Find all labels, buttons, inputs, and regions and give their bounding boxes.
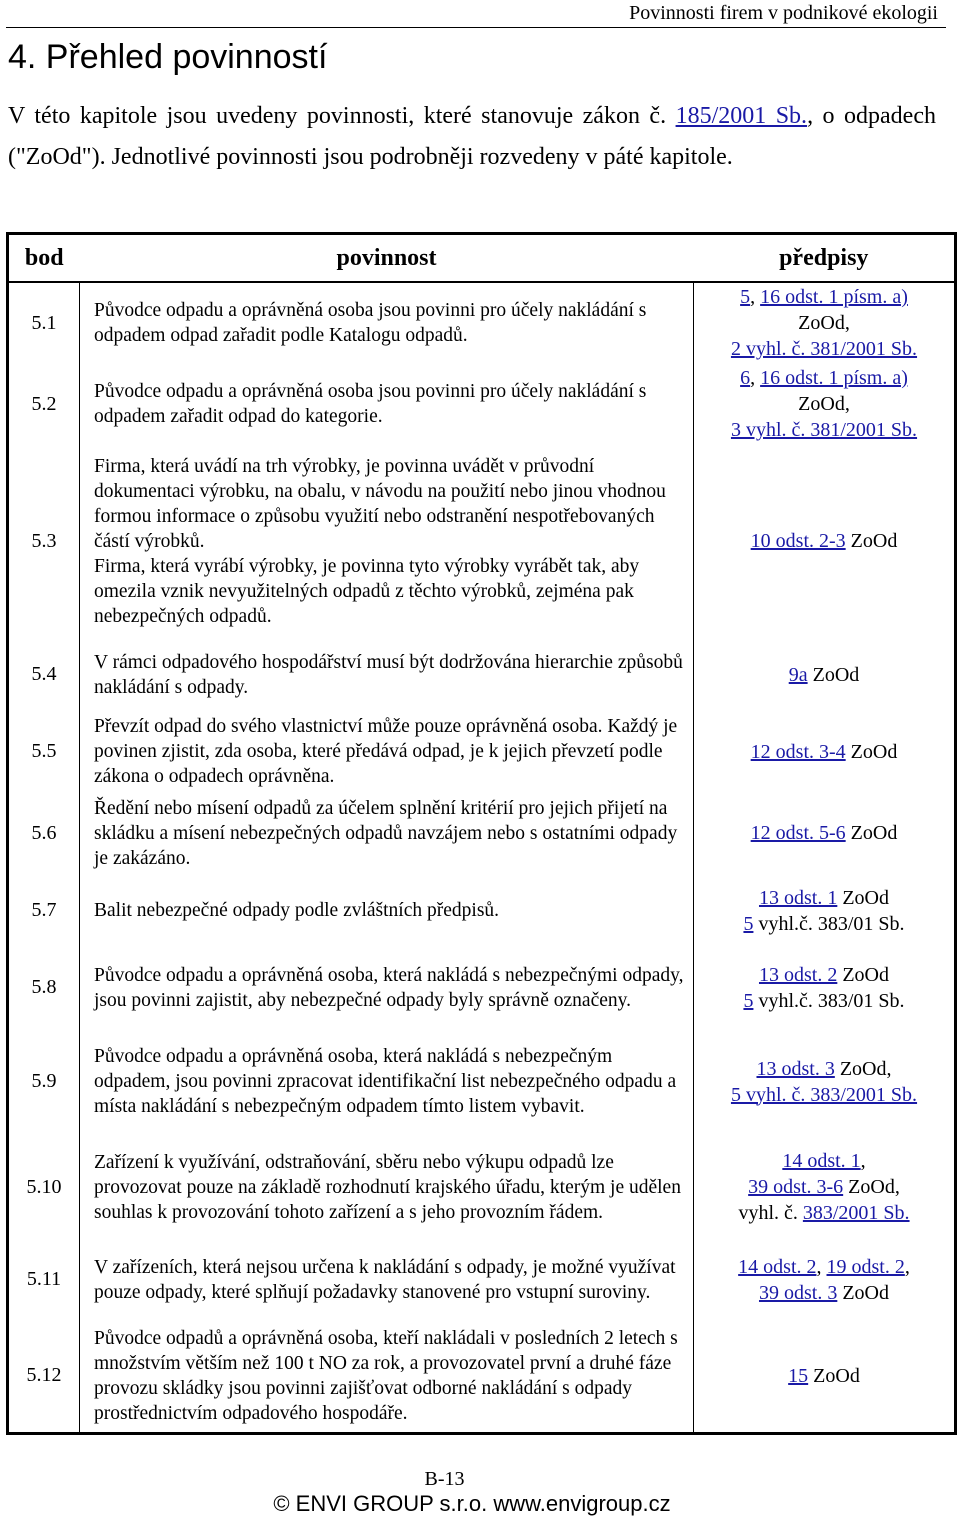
predpis-text: ZoOd xyxy=(837,886,889,909)
row-bod: 5.1 xyxy=(8,282,80,363)
povinnost-text: Původce odpadu a oprávněná osoba, která nakládá s nebezpečným odpadem, jsou povinni zpracovat identifikační list nebezpečného odpadu a místa nakládání s nebezpečným odpadem tímto listem vybavit. xyxy=(94,1046,677,1117)
row-bod: 5.8 xyxy=(8,947,80,1028)
povinnost-text: Firma, která vyrábí výrobky, je povinna tyto výrobky vyrábět tak, aby omezila vznik nevyužitelných odpadů z těchto výrobků, zejména pak nebezpečných odpadů. xyxy=(94,555,640,627)
predpis-link[interactable]: 19 odst. 2 xyxy=(826,1255,905,1278)
predpis-link[interactable]: 2 vyhl. č. 381/2001 Sb. xyxy=(730,338,918,361)
row-predpisy xyxy=(694,282,956,363)
header-povinnost: povinnost xyxy=(80,234,694,283)
table-row xyxy=(8,638,956,711)
predpis-text: vyhl. č. xyxy=(738,1202,803,1225)
predpis-link[interactable]: 10 odst. 2-3 xyxy=(750,530,846,553)
predpis-line xyxy=(694,528,954,554)
predpis-line xyxy=(694,911,954,937)
predpis-text: , xyxy=(860,1150,866,1173)
table-row xyxy=(8,282,956,363)
row-bod: 5.9 xyxy=(8,1029,80,1135)
predpis-text: ZoOd xyxy=(837,963,889,986)
predpis-text: ZoOd, xyxy=(798,312,850,335)
povinnost-text: Původce odpadu a oprávněná osoba jsou povinni pro účely nakládání s odpadem zařadit odpad do kategorie. xyxy=(94,381,647,428)
predpis-line xyxy=(694,820,954,846)
predpis-line xyxy=(694,310,954,336)
running-header: Povinnosti firem v podnikové ekologii xyxy=(629,2,938,24)
predpis-link[interactable]: 13 odst. 1 xyxy=(758,886,838,909)
table-header-row xyxy=(8,234,956,283)
row-predpisy xyxy=(694,793,956,874)
predpis-text: ZoOd xyxy=(845,822,898,845)
predpis-text: ZoOd xyxy=(845,530,898,553)
row-bod: 5.6 xyxy=(8,793,80,874)
predpis-line xyxy=(694,1280,954,1306)
header-predpisy: předpisy xyxy=(694,234,956,283)
povinnost-text: Zařízení k využívání, odstraňování, sběru nebo výkupu odpadů lze provozovat pouze na základě rozhodnutí krajského úřadu, kterým je udělen souhlas k provozování tohoto zařízení a s jeho provozním řádem. xyxy=(94,1151,681,1223)
predpis-link[interactable]: 16 odst. 1 písm. a) xyxy=(760,367,908,390)
row-povinnost xyxy=(80,638,694,711)
predpis-link[interactable]: 5 vyhl. č. 383/2001 Sb. xyxy=(730,1083,918,1106)
povinnost-text: Firma, která uvádí na trh výrobky, je povinna uvádět v průvodní dokumentaci výrobku, na obalu, v návodu na použití nebo jinou vhodnou formou informace o způsobu využití nebo odstranění nespotřebovaných částí výrobků. xyxy=(94,455,666,552)
table-row xyxy=(8,1320,956,1434)
predpis-link[interactable]: 9a xyxy=(788,663,808,686)
predpis-text: ZoOd xyxy=(807,663,860,686)
row-predpisy xyxy=(694,1134,956,1240)
predpis-line xyxy=(694,417,954,443)
predpis-text: ZoOd, xyxy=(798,393,850,416)
row-bod: 5.11 xyxy=(8,1240,80,1319)
row-bod: 5.3 xyxy=(8,445,80,638)
povinnost-text: V rámci odpadového hospodářství musí být dodržována hierarchie způsobů nakládání s odpady. xyxy=(94,651,683,698)
predpis-link[interactable]: 3 vyhl. č. 381/2001 Sb. xyxy=(730,419,918,442)
predpis-text: vyhl.č. 383/01 Sb. xyxy=(753,912,905,935)
predpis-text: ZoOd xyxy=(808,1364,860,1387)
table-row xyxy=(8,874,956,947)
predpis-text: ZoOd xyxy=(845,740,898,763)
povinnost-text: Převzít odpad do svého vlastnictví může pouze oprávněná osoba. Každý je povinen zjistit, zda osoba, které předává odpad, je k jejich převzetí podle zákona o odpadech oprávněna. xyxy=(94,716,678,788)
predpis-link[interactable]: 39 odst. 3 xyxy=(758,1281,838,1304)
table-row xyxy=(8,445,956,638)
predpis-link[interactable]: 5 xyxy=(743,989,754,1012)
predpis-link[interactable]: 14 odst. 1 xyxy=(782,1150,861,1173)
row-povinnost xyxy=(80,711,694,792)
row-predpisy xyxy=(694,947,956,1028)
predpis-text: , xyxy=(816,1255,827,1278)
predpis-line xyxy=(694,662,954,688)
predpis-line xyxy=(694,885,954,911)
predpis-link[interactable]: 14 odst. 2 xyxy=(738,1255,817,1278)
row-bod: 5.4 xyxy=(8,638,80,711)
predpis-line xyxy=(694,962,954,988)
predpis-text: ZoOd, xyxy=(843,1176,900,1199)
predpis-line xyxy=(694,1148,954,1174)
row-povinnost xyxy=(80,1240,694,1319)
intro-text-after: , o odpadech ("ZoOd"). Jednotlivé povinnosti jsou podrobněji rozvedeny v páté kapitole. xyxy=(8,103,936,170)
predpis-link[interactable]: 6 xyxy=(740,367,751,390)
header-rule xyxy=(6,27,946,28)
row-bod: 5.5 xyxy=(8,711,80,792)
povinnost-text: Původce odpadů a oprávněná osoba, kteří nakládali v posledních 2 letech s množstvím větším než 100 t NO za rok, a provozovatel první a druhé fáze provozu skládky jsou povinni zajišťovat odborné nakládání s odpady prostřednictvím odpadového hospodáře. xyxy=(94,1327,678,1424)
predpis-text: ZoOd, xyxy=(834,1057,892,1080)
povinnost-text: Ředění nebo mísení odpadů za účelem splnění kritérií pro jejich přijetí na skládku a mísení nebezpečných odpadů navzájem nebo s ostatními odpady je zakázáno. xyxy=(94,797,678,869)
row-povinnost xyxy=(80,445,694,638)
row-povinnost xyxy=(80,282,694,363)
povinnost-text: Původce odpadu a oprávněná osoba jsou povinni pro účely nakládání s odpadem odpad zařadit podle Katalogu odpadů. xyxy=(94,300,647,347)
predpis-link[interactable]: 5 xyxy=(740,286,751,309)
predpis-link[interactable]: 15 xyxy=(788,1364,809,1387)
predpis-link[interactable]: 13 odst. 3 xyxy=(756,1057,835,1080)
row-predpisy xyxy=(694,711,956,792)
row-povinnost xyxy=(80,793,694,874)
predpis-link[interactable]: 12 odst. 5-6 xyxy=(750,822,846,845)
row-povinnost xyxy=(80,1320,694,1434)
row-bod: 5.7 xyxy=(8,874,80,947)
law-link[interactable]: 185/2001 Sb. xyxy=(675,103,808,129)
table-body xyxy=(8,282,956,1434)
header-bod: bod xyxy=(8,234,80,283)
predpis-link[interactable]: 12 odst. 3-4 xyxy=(750,740,846,763)
predpis-text: ZoOd xyxy=(837,1281,889,1304)
page-number: B-13 xyxy=(424,1468,465,1490)
row-povinnost xyxy=(80,1029,694,1135)
predpis-line xyxy=(694,1363,954,1389)
predpis-link[interactable]: 16 odst. 1 písm. a) xyxy=(760,286,908,309)
row-bod: 5.12 xyxy=(8,1320,80,1434)
row-predpisy xyxy=(694,1029,956,1135)
povinnost-text: Balit nebezpečné odpady podle zvláštních předpisů. xyxy=(94,900,500,922)
row-predpisy xyxy=(694,363,956,444)
intro-text-before: V této kapitole jsou uvedeny povinnosti, které stanovuje zákon č. xyxy=(8,103,676,129)
table-row xyxy=(8,1134,956,1240)
predpis-line xyxy=(694,1082,954,1108)
predpis-link[interactable]: 39 odst. 3-6 xyxy=(748,1176,844,1199)
row-predpisy xyxy=(694,1320,956,1434)
predpis-line xyxy=(694,1174,954,1200)
predpis-text: vyhl.č. 383/01 Sb. xyxy=(753,989,905,1012)
predpis-line xyxy=(694,336,954,362)
row-povinnost xyxy=(80,363,694,444)
table-row xyxy=(8,947,956,1028)
row-predpisy xyxy=(694,638,956,711)
predpis-line xyxy=(694,391,954,417)
footer-copyright: © ENVI GROUP s.r.o. www.envigroup.cz xyxy=(273,1491,671,1516)
predpis-text: , xyxy=(750,286,761,309)
predpis-line xyxy=(694,284,954,310)
predpis-link[interactable]: 5 xyxy=(743,912,754,935)
table-row xyxy=(8,363,956,444)
predpis-link[interactable]: 383/2001 Sb. xyxy=(802,1202,910,1225)
povinnost-text: Původce odpadu a oprávněná osoba, která nakládá s nebezpečnými odpady, jsou povinni zajistit, aby nebezpečné odpady byly správně označeny. xyxy=(94,964,684,1011)
predpis-line xyxy=(694,1200,954,1226)
predpis-line xyxy=(694,1254,954,1280)
predpis-line xyxy=(694,739,954,765)
chapter-title: 4. Přehled povinností xyxy=(8,38,328,76)
row-predpisy xyxy=(694,445,956,638)
table-row xyxy=(8,711,956,792)
povinnost-text: V zařízeních, která nejsou určena k nakládání s odpady, je možné využívat pouze odpady, které splňují požadavky stanovené pro vstupní suroviny. xyxy=(94,1256,676,1303)
duties-table xyxy=(6,232,957,1435)
table-row xyxy=(8,1240,956,1319)
row-povinnost xyxy=(80,947,694,1028)
predpis-text: , xyxy=(904,1255,910,1278)
row-bod: 5.10 xyxy=(8,1134,80,1240)
row-predpisy xyxy=(694,874,956,947)
row-bod: 5.2 xyxy=(8,363,80,444)
predpis-line xyxy=(694,365,954,391)
row-povinnost xyxy=(80,874,694,947)
intro-paragraph xyxy=(8,96,936,178)
row-predpisy xyxy=(694,1240,956,1319)
predpis-link[interactable]: 13 odst. 2 xyxy=(758,963,838,986)
predpis-line xyxy=(694,988,954,1014)
table-row xyxy=(8,793,956,874)
row-povinnost xyxy=(80,1134,694,1240)
table-row xyxy=(8,1029,956,1135)
predpis-text: , xyxy=(750,367,761,390)
predpis-line xyxy=(694,1056,954,1082)
